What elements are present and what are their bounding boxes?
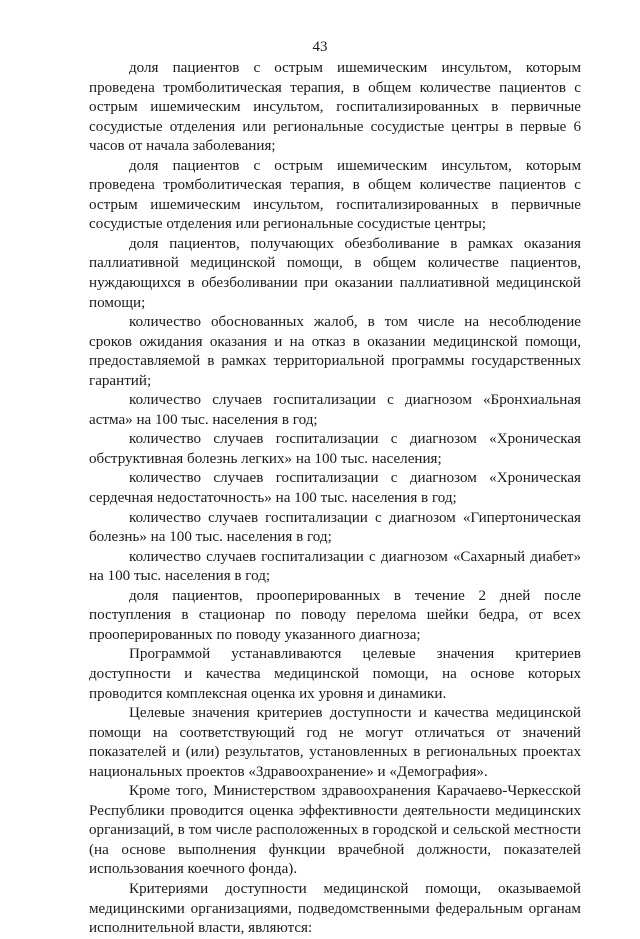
paragraph: Кроме того, Министерством здравоохранения Карачаево-Черкесской Республики проводится оценка эффективности деятельности медицинских организаций, в том числе расположенных в городской и сельской местности (на основе выполнения функции врачебной должности, показателей использования коечного фонда). [89,783,581,878]
paragraph: доля пациентов, получающих обезболивание в рамках оказания паллиативной медицинской помощи, в общем количестве пациентов, нуждающихся в обезболивании при оказании паллиативной медицинской помощи; [89,235,581,311]
paragraph: количество случаев госпитализации с диагнозом «Гипертоническая болезнь» на 100 тыс. населения в год; [89,509,581,546]
paragraph: доля пациентов, прооперированных в течение 2 дней после поступления в стационар по поводу перелома шейки бедра, от всех прооперированных по поводу указанного диагноза; [89,587,581,643]
page-number: 43 [312,39,328,55]
paragraph: Программой устанавливаются целевые значения критериев доступности и качества медицинской помощи, на основе которых проводится комплексная оценка их уровня и динамики. [89,646,581,702]
paragraph: доля пациентов с острым ишемическим инсультом, которым проведена тромболитическая терапия, в общем количестве пациентов с острым ишемическим инсультом, госпитализированных в первичные сосудистые отделения или региональные сосудистые центры в первые 6 часов от начала заболевания; [89,60,581,155]
paragraph: Целевые значения критериев доступности и качества медицинской помощи на соответствующий год не могут отличаться от значений показателей и (или) результатов, установленных в региональных проектах национальных проектов «Здравоохранение» и «Демография». [89,705,581,780]
paragraph: Критериями доступности медицинской помощи, оказываемой медицинскими организациями, подведомственными федеральным органам исполнительной власти, являются: [89,880,581,937]
document-body [89,59,581,939]
paragraph: количество обоснованных жалоб, в том числе на несоблюдение сроков ожидания оказания и на отказ в оказании медицинской помощи, предоставляемой в рамках территориальной программы государственных гарантий; [89,314,581,389]
paragraph: количество случаев госпитализации с диагнозом «Бронхиальная астма» на 100 тыс. населения в год; [89,392,581,428]
paragraph: количество случаев госпитализации с диагнозом «Хроническая обструктивная болезнь легких» на 100 тыс. населения; [89,431,581,467]
paragraph: количество случаев госпитализации с диагнозом «Хроническая сердечная недостаточность» на 100 тыс. населения в год; [89,470,581,507]
paragraph: количество случаев госпитализации с диагнозом «Сахарный диабет» на 100 тыс. населения в год; [89,548,581,585]
paragraph: доля пациентов с острым ишемическим инсультом, которым проведена тромболитическая терапия, в общем количестве пациентов с острым ишемическим инсультом, госпитализированных в первичные сосудистые отделения или региональные сосудистые центры; [89,157,581,233]
